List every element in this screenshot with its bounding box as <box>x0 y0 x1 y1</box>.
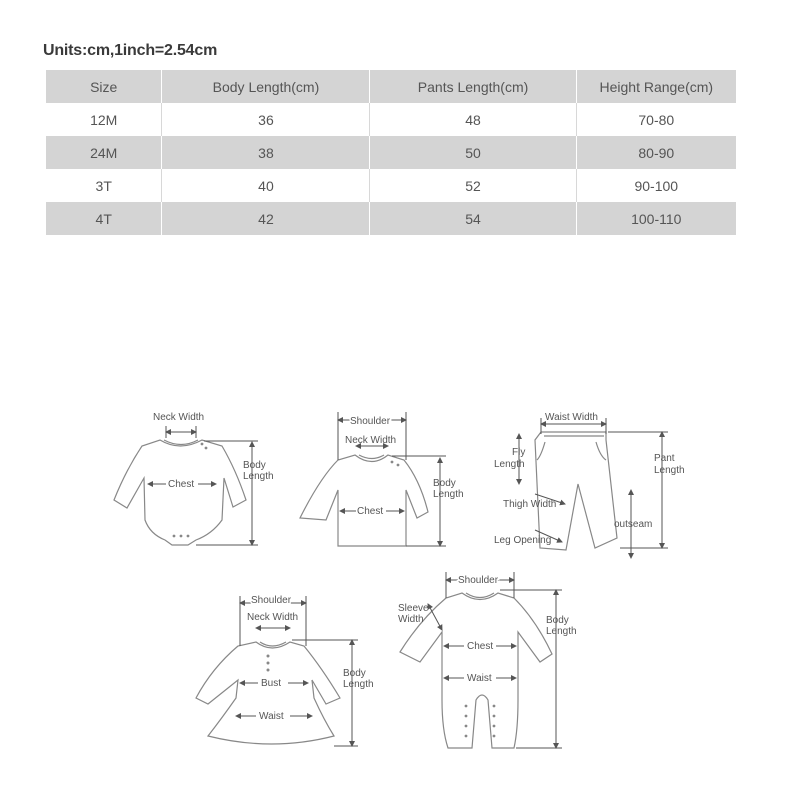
label-body-length-2: Length <box>243 471 274 482</box>
label-neck-width: Neck Width <box>153 412 205 423</box>
label-shoulder: Shoulder <box>458 575 499 586</box>
label-leg-opening: Leg Opening <box>494 535 552 546</box>
label-shoulder: Shoulder <box>251 595 292 606</box>
label-waist: Waist <box>259 711 284 722</box>
dress-diagram <box>196 595 374 746</box>
cell-pants-length: 52 <box>370 169 576 202</box>
header-size: Size <box>46 70 162 103</box>
label-outseam: outseam <box>614 519 653 530</box>
cell-body-length: 38 <box>162 136 370 169</box>
cell-pants-length: 50 <box>370 136 576 169</box>
cell-height-range: 90-100 <box>576 169 736 202</box>
cell-body-length: 40 <box>162 169 370 202</box>
label-fly-2: Length <box>494 459 525 470</box>
cell-size: 24M <box>46 136 162 169</box>
label-body-length-1: Body <box>433 478 456 489</box>
label-body-length-1: Body <box>243 460 266 471</box>
bodysuit-outline <box>114 440 246 545</box>
cell-size: 4T <box>46 202 162 235</box>
cell-pants-length: 54 <box>370 202 576 235</box>
header-body-length: Body Length(cm) <box>162 70 370 103</box>
romper-collar <box>466 593 494 598</box>
label-body-length-1: Body <box>343 668 366 679</box>
label-body-length-1: Body <box>546 615 569 626</box>
cell-pants-length: 48 <box>370 103 576 136</box>
label-bust: Bust <box>261 678 282 689</box>
bodysuit-diagram <box>114 412 274 545</box>
cell-height-range: 80-90 <box>576 136 736 169</box>
cell-height-range: 70-80 <box>576 103 736 136</box>
pants-diagram <box>494 412 685 558</box>
shirt-diagram <box>300 412 464 546</box>
cell-height-range: 100-110 <box>576 202 736 235</box>
label-pant-length-2: Length <box>654 465 685 476</box>
label-waist-width: Waist Width <box>545 412 598 423</box>
label-chest: Chest <box>168 479 195 490</box>
header-pants-length: Pants Length(cm) <box>370 70 576 103</box>
label-waist: Waist <box>467 673 492 684</box>
label-body-length-2: Length <box>343 679 374 690</box>
cell-body-length: 36 <box>162 103 370 136</box>
shirt-collar <box>359 455 384 459</box>
dress-collar <box>260 642 286 646</box>
label-neck-width: Neck Width <box>247 612 299 623</box>
cell-size: 3T <box>46 169 162 202</box>
cell-body-length: 42 <box>162 202 370 235</box>
label-sleeve-1: Sleeve <box>398 603 429 614</box>
label-sleeve-2: Width <box>398 614 424 625</box>
romper-diagram <box>398 572 577 748</box>
label-body-length-2: Length <box>546 626 577 637</box>
header-height-range: Height Range(cm) <box>576 70 736 103</box>
label-chest: Chest <box>467 641 494 652</box>
pants-outline <box>535 432 617 550</box>
units-note: Units:cm,1inch=2.54cm <box>43 42 218 59</box>
label-body-length-2: Length <box>433 489 464 500</box>
pants-pocket-left <box>537 442 545 460</box>
label-shoulder: Shoulder <box>350 416 391 427</box>
cell-size: 12M <box>46 103 162 136</box>
pants-pocket <box>596 442 606 460</box>
shirt-outline <box>300 455 428 546</box>
label-fly-1: Fly <box>512 447 526 458</box>
label-chest: Chest <box>357 506 384 517</box>
label-pant-length-1: Pant <box>654 453 675 464</box>
label-neck-width: Neck Width <box>345 435 397 446</box>
label-thigh-width: Thigh Width <box>503 499 557 510</box>
